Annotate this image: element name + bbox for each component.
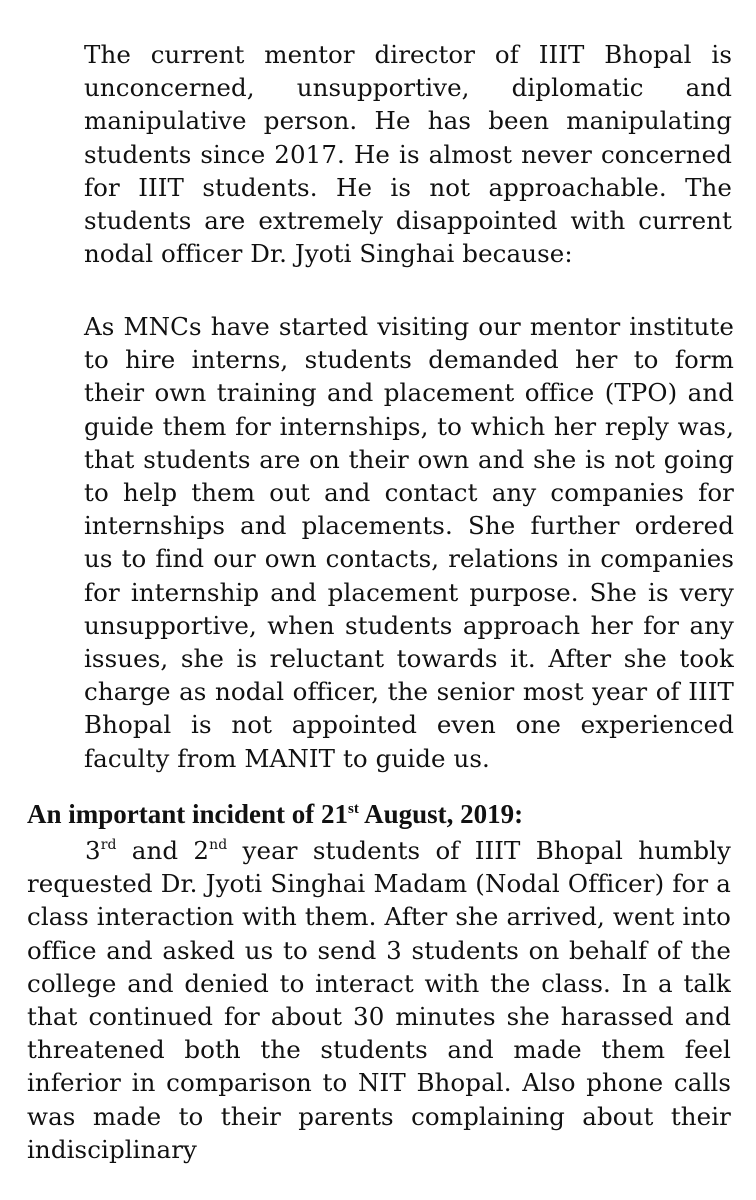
incident-heading <box>27 798 727 831</box>
heading-text-start: An important incident of 21 <box>27 799 349 829</box>
paragraph-mentor-director: The current mentor director of IIIT Bhopal is unconcerned, unsupportive, diplomatic and manipulative person. He has been manipulating students since 2017. He is almost never concerned for IIIT students. He is not approachable. The students are extremely disappointed with current nodal officer Dr. Jyoti Singhai because: <box>84 40 732 269</box>
paragraph-placement-issues: As MNCs have started visiting our mentor institute to hire interns, students demanded her to form their own training and placement office (TPO) and guide them for internships, to which her reply was, that students are on their own and she is not going to help them out and contact any companies for internships and placements. She further ordered us to find our own contacts, relations in companies for internship and placement purpose. She is very unsupportive, when students approach her for any issues, she is reluctant towards it. After she took charge as nodal officer, the senior most year of IIIT Bhopal is not appointed even one experienced faculty from MANIT to guide us. <box>84 312 734 773</box>
incident-year-3-suffix: rd <box>100 837 117 853</box>
incident-year-3: 3 <box>85 836 101 865</box>
incident-year-2: and 2 <box>116 836 210 865</box>
heading-text-end: August, 2019: <box>358 799 524 829</box>
incident-year-2-suffix: nd <box>209 837 228 853</box>
paragraph-incident <box>27 834 731 1166</box>
incident-body-text: year students of IIIT Bhopal humbly requested Dr. Jyoti Singhai Madam (Nodal Officer) for a class interaction with them. After she arrived, went into office and asked us to send 3 students on behalf of the college and denied to interact with the class. In a talk that continued for about 30 minutes she harassed and threatened both the students and made them feel inferior in comparison to NIT Bhopal. Also phone calls was made to their parents complaining about their indisciplinary <box>27 836 731 1164</box>
heading-ordinal-suffix: st <box>348 801 359 817</box>
